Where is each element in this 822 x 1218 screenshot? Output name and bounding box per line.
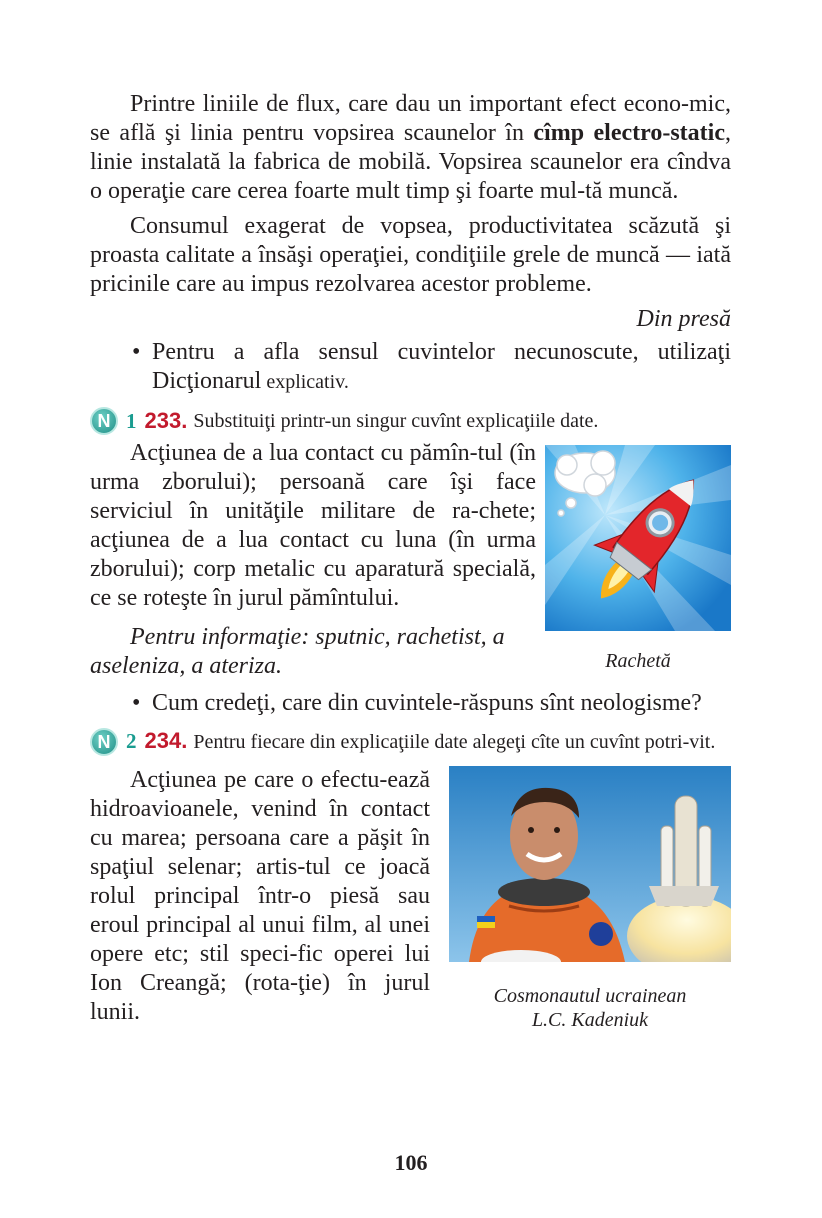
bullet-dot: • bbox=[132, 690, 141, 716]
paragraph-flux: Printre liniile de flux, care dau un important efect econo-mic, se află şi linia pentru vopsirea scaunelor în cîmp electro-static, linie instalată la fabrica de mobilă. Vopsirea scaunelor era cîndva o operaţie care cerea foarte mult timp şi foarte mul-tă muncă. bbox=[90, 91, 731, 204]
rocket-caption: Rachetă bbox=[605, 650, 671, 672]
exercise-number: 234. bbox=[144, 728, 188, 753]
exercise-instruction: Pentru fiecare din explicaţiile date alegeţi cîte un cuvînt potri-vit. bbox=[193, 731, 716, 753]
bullet-dictionary: • Pentru a afla sensul cuvintelor necunoscute, utilizaţi Dicţionarul explicativ. bbox=[132, 339, 731, 394]
exercise-number: 233. bbox=[144, 408, 188, 433]
exercise-233-info: Pentru informaţie: sputnic, rachetist, a aseleniza, a ateriza. bbox=[90, 624, 505, 679]
exercise-234-body bbox=[90, 766, 731, 1032]
astronaut-caption-line2: L.C. Kadeniuk bbox=[531, 1009, 649, 1031]
level-number: 2 bbox=[126, 729, 137, 753]
exercise-233-header bbox=[90, 407, 731, 435]
rocket-figure bbox=[545, 439, 731, 681]
exercise-234-text: Acţiunea pe care o efectu-ează hidroavioanele, venind în contact cu marea; persoana care a păşit în spaţiul selenar; artis-tul ce joacă rolul principal într-o piesă sau eroul principal al unui film, al unei opere etc; stil speci-fic operei lui Ion Creangă; (rota-ţie) în jurul lunii. bbox=[90, 767, 430, 1025]
bullet-dot: • bbox=[132, 339, 141, 365]
exercise-instruction: Substituiţi printr-un singur cuvînt explicaţiile date. bbox=[193, 410, 599, 432]
source-credit: Din presă bbox=[636, 306, 731, 332]
page-number: 106 bbox=[394, 1150, 428, 1175]
level-number: 1 bbox=[126, 409, 137, 433]
n-badge-icon: N bbox=[90, 728, 118, 756]
bold-term: cîmp electro-static bbox=[533, 120, 725, 146]
exercise-234-header bbox=[90, 728, 731, 756]
astronaut-figure bbox=[449, 766, 731, 1032]
textbook-page bbox=[90, 90, 731, 1032]
bullet-neologisms: • Cum credeţi, care din cuvintele-răspuns sînt neologisme? bbox=[132, 690, 702, 716]
exercise-233-body bbox=[90, 439, 731, 681]
exercise-233-text: Acţiunea de a lua contact cu pămîn-tul (în urma zborului); persoană care îşi face serviciul în unităţile militare de ra-chete; acţiunea de a lua contact cu luna (în urma zborului); corp metalic cu aparatură specială, ce se roteşte în jurul pămîntului. bbox=[90, 440, 536, 611]
rocket-illustration bbox=[545, 445, 731, 631]
astronaut-photo bbox=[449, 766, 731, 962]
n-badge-icon: N bbox=[90, 407, 118, 435]
paragraph-consum: Consumul exagerat de vopsea, productivitatea scăzută şi proasta calitate a însăşi operaţiei, condiţiile grele de muncă — iată pricinile care au impus rezolvarea acestor probleme. bbox=[90, 213, 731, 297]
astronaut-caption-line1: Cosmonautul ucrainean bbox=[493, 985, 687, 1007]
